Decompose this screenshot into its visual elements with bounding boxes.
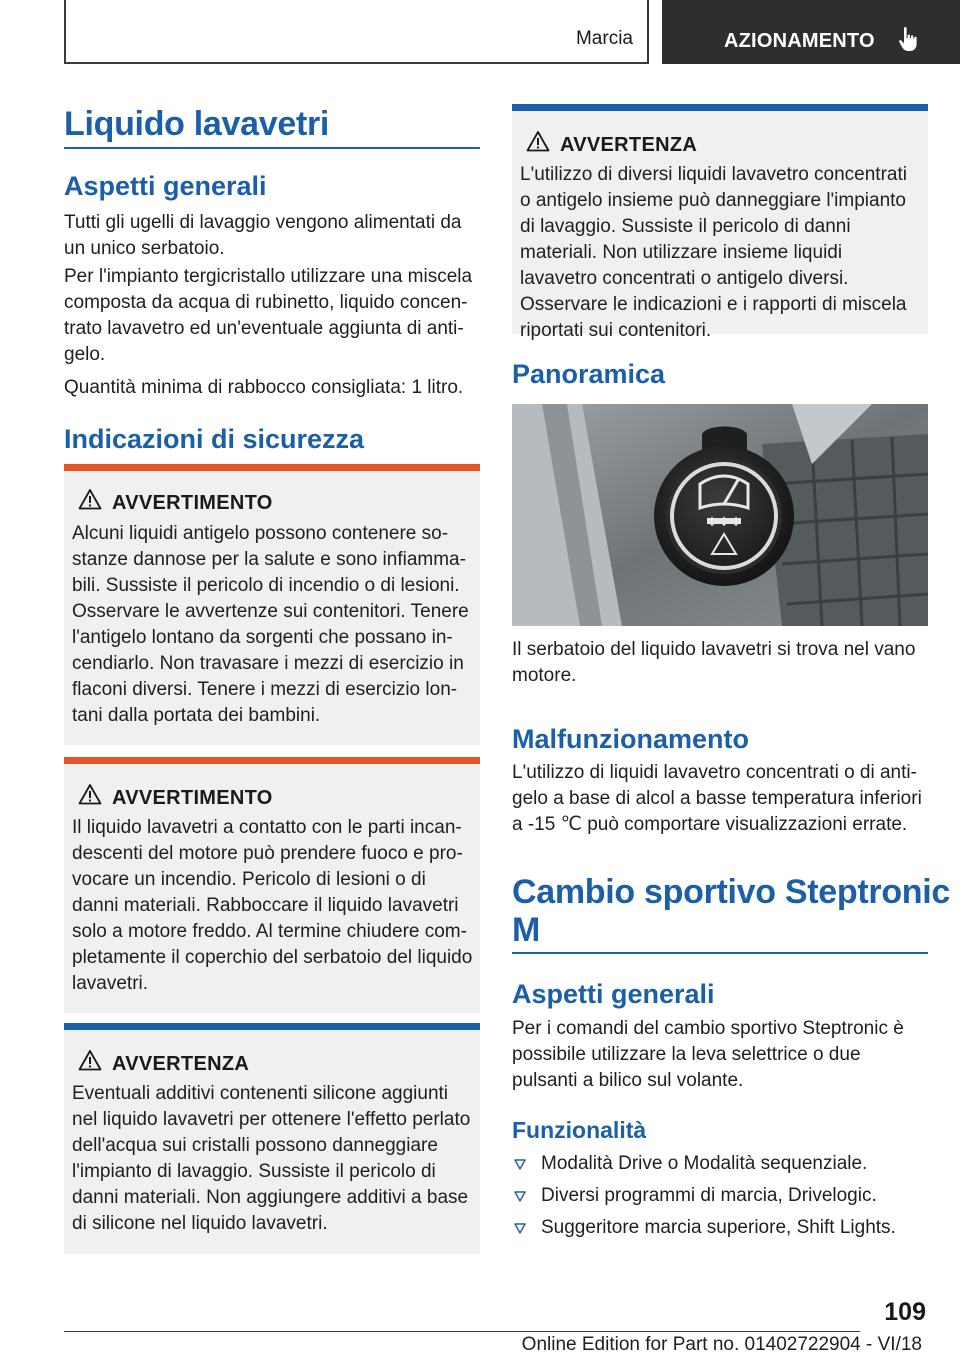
warning-title: AVVERTENZA [112,1053,250,1075]
page-number: 109 [884,1298,926,1326]
warning-box-4 [512,104,928,341]
paragraph-general-2: Per l'impianto tergicristallo utilizzare una miscela composta da acqua di rubinetto, liquido concentrato lavavetro ed un'eventuale aggiunta di antigelo. [64,266,473,365]
warning-triangle-icon [526,130,550,152]
section-title-line-1: Cambio sportivo Steptronic [512,873,951,911]
warning-title: AVVERTIMENTO [112,787,273,809]
warning-box-1 [64,464,480,745]
warning-triangle-icon [78,1049,102,1071]
steptronic-general-text: Per i comandi del cambio sportivo Steptronic è possibile utilizzare la leva selettrice o due pulsanti a bilico sul volante. [512,1018,904,1091]
malfunction-text: L'utilizzo di liquidi lavavetro concentrati o di antigelo a base di alcol a basse temperatura inferiori a -15 ℃ può comportare visualizzazioni errate. [512,762,922,835]
warning-bar [64,1023,480,1030]
title-rule [512,952,928,954]
edition-note: Online Edition for Part no. 01402722904 - VI/18 [521,1334,922,1355]
washer-reservoir-photo [512,404,928,626]
warning-triangle-icon [78,488,102,510]
footer-rule [64,1331,860,1332]
heading-indicazioni-sicurezza: Indicazioni di sicurezza [64,424,365,454]
photo-caption: Il serbatoio del liquido lavavetri si trova nel vano motore. [512,639,916,686]
paragraph-general-3: Quantità minima di rabbocco consigliata: 1 litro. [64,377,464,398]
warning-text: Il liquido lavavetri a contatto con le parti incandescenti del motore può prendere fuoco e provocare un incendio. Pericolo di lesioni o di danni materiali. Rabboccare il liquido lavavetri solo a motore freddo. Al termine chiudere completamente il coperchio del serbatoio del liquido lavavetri. [72,817,473,994]
list-item-text: Suggeritore marcia superiore, Shift Lights. [541,1217,896,1238]
triangle-bullet-icon [514,1223,526,1234]
heading-aspetti-generali: Aspetti generali [64,171,267,201]
warning-bar [64,464,480,471]
triangle-bullet-icon [514,1191,526,1202]
warning-text: L'utilizzo di diversi liquidi lavavetro concentrati o antigelo insieme può danneggiare l'impianto di lavaggio. Sussiste il pericolo di danni materiali. Non utilizzare insieme liquidi lavavetro concentrati o antigelo diversi. Osservare le indicazioni e i rapporti di miscela riportati sui contenitori. [520,164,907,341]
triangle-bullet-icon [514,1159,526,1170]
list-item-text: Diversi programmi di marcia, Drivelogic. [541,1185,877,1206]
section-label: Marcia [575,28,633,49]
heading-malfunzionamento: Malfunzionamento [512,724,749,754]
section-title-steptronic [512,872,950,950]
chapter-title: AZIONAMENTO [724,30,875,52]
title-rule [64,147,480,149]
warning-text: Alcuni liquidi antigelo possono contenere sostanze dannose per la salute e sono infiammabili. Sussiste il pericolo di incendio o di lesioni. Osservare le avvertenze sui contenitori. Tenere l'antigelo lontano da sorgenti che possano incendiarlo. Non travasare i mezzi di esercizio in flaconi diversi. Tenere i mezzi di esercizio lontani dalla portata dei bambini. [72,523,469,726]
warning-box-3 [64,1023,480,1254]
header-section-frame [64,0,649,64]
hand-pointer-icon [898,26,920,52]
warning-triangle-icon [78,783,102,805]
section-title-line-2: M [512,911,541,949]
chapter-tab[interactable] [662,0,960,64]
warning-title: AVVERTENZA [560,134,698,156]
heading-funzionalita: Funzionalità [512,1117,647,1143]
warning-title: AVVERTIMENTO [112,492,273,514]
paragraph-general-1: Tutti gli ugelli di lavaggio vengono alimentati da un unico serbatoio. [64,212,462,259]
warning-text: Eventuali additivi contenenti silicone aggiunti nel liquido lavavetri per ottenere l'effetto perlato dell'acqua sui cristalli possono danneggiare l'impianto di lavaggio. Sussiste il pericolo di danni materiali. Non aggiungere additivi a base di silicone nel liquido lavavetri. [72,1083,471,1234]
section-title-liquido-lavavetri: Liquido lavavetri [64,105,330,143]
warning-bar [64,757,480,764]
list-item-text: Modalità Drive o Modalità sequenziale. [541,1153,868,1174]
heading-panoramica: Panoramica [512,359,666,389]
washer-reservoir-image [512,404,928,626]
warning-bar [512,104,928,111]
heading-aspetti-generali-steptronic: Aspetti generali [512,979,715,1009]
warning-box-2 [64,757,480,1013]
